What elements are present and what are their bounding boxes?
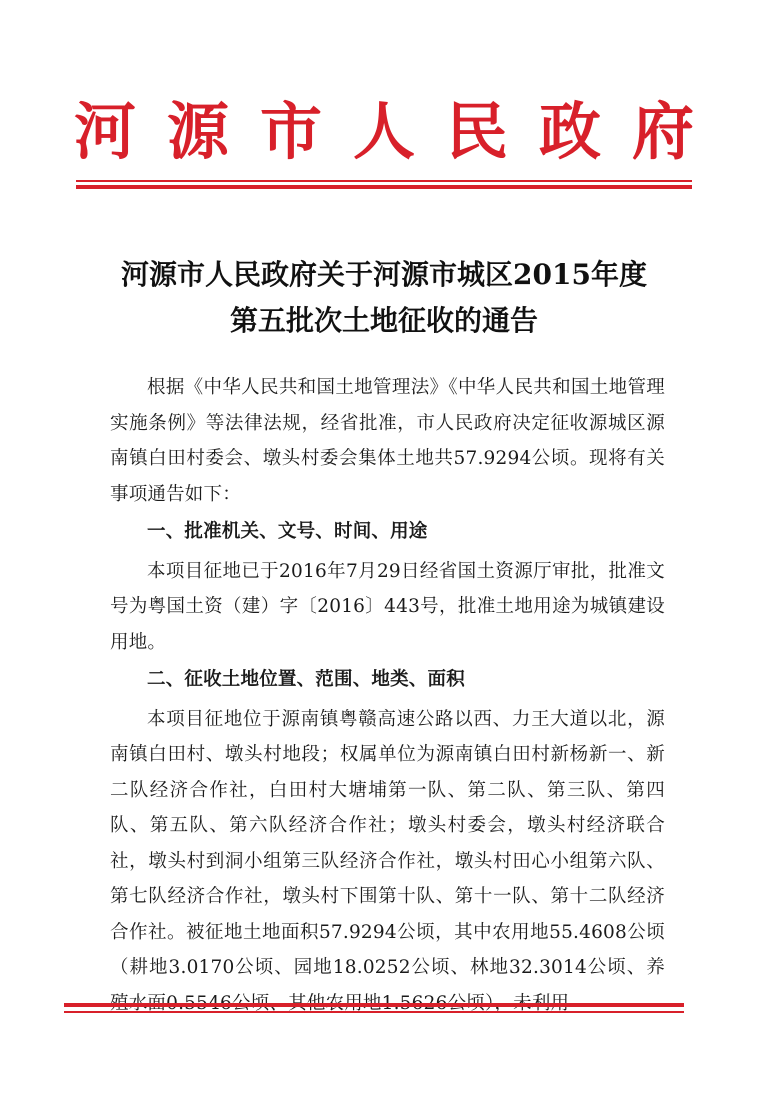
header-divider-thick xyxy=(76,185,692,189)
intro-paragraph: 根据《中华人民共和国土地管理法》《中华人民共和国土地管理实施条例》等法律法规，经省批准，市人民政府决定征收源城区源南镇白田村委会、墩头村委会集体土地共57.9294公顷。现将有关事项通告如下： xyxy=(110,377,665,505)
section-2-heading: 二、征收土地位置、范围、地类、面积 xyxy=(147,669,465,690)
document-body xyxy=(110,370,665,1021)
header-divider-thin xyxy=(76,180,692,182)
document-title-line-2: 第五批次土地征收的通告 xyxy=(229,304,538,337)
footer-divider-thin xyxy=(64,1011,684,1013)
document-title-line-1: 河源市人民政府关于河源市城区2015年度 xyxy=(121,258,647,291)
issuing-authority-header: 河源市人民政府 xyxy=(73,95,725,168)
document-title xyxy=(0,252,768,344)
section-1-heading: 一、批准机关、文号、时间、用途 xyxy=(147,521,428,542)
section-1-paragraph: 本项目征地已于2016年7月29日经省国土资源厅审批，批准文号为粤国土资（建）字〔2016〕443号，批准土地用途为城镇建设用地。 xyxy=(110,560,665,653)
footer-divider-thick xyxy=(64,1003,684,1007)
section-2-paragraph: 本项目征地位于源南镇粤赣高速公路以西、力王大道以北，源南镇白田村、墩头村地段；权属单位为源南镇白田村新杨新一、新二队经济合作社，白田村大塘埔第一队、第二队、第三队、第四队、第五队、第六队经济合作社；墩头村委会，墩头村经济联合社，墩头村到洞小组第三队经济合作社，墩头村田心小组第六队、第七队经济合作社，墩头村下围第十队、第十一队、第十二队经济合作社。被征地土地面积57.9294公顷，其中农用地55.4608公顷（耕地3.0170公顷、园地18.0252公顷、林地32.3014公顷、养 xyxy=(110,708,665,978)
